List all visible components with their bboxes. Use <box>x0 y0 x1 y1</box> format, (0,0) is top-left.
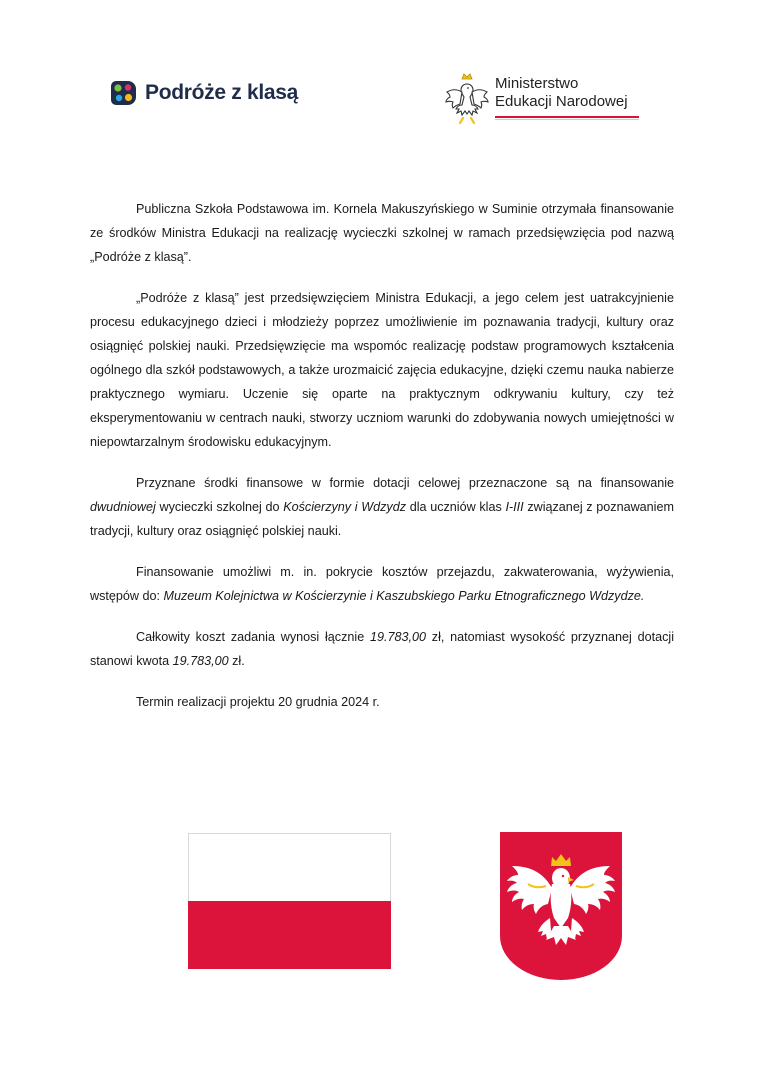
text-segment-italic: dwudniowej <box>90 500 156 514</box>
ministry-name-line2: Edukacji Narodowej <box>495 93 628 110</box>
podroze-z-klasa-logo <box>109 78 298 108</box>
text-segment-italic: Muzeum Kolejnictwa w Kościerzynie i Kaszubskiego Parku Etnograficznego Wdzydze. <box>163 589 645 603</box>
text-segment: zł, natomiast wysokość przyznanej dotacji stanowi kwota <box>90 630 674 668</box>
paragraph-deadline <box>90 690 674 714</box>
ministry-accent-rule <box>495 116 639 118</box>
ministry-logo <box>442 70 642 126</box>
logo-brand-text: Podróże z klasą <box>145 81 299 104</box>
text-segment-italic: I-III <box>505 500 524 514</box>
flag-red-stripe <box>188 901 391 969</box>
text-segment: Finansowanie umożliwi m. in. pokrycie kosztów przejazdu, zakwaterowania, wyżywienia, wstępów do: <box>90 565 674 603</box>
text-segment: zł. <box>228 654 245 668</box>
text-segment-italic: Kościerzyny i Wdzydz <box>283 500 407 514</box>
text-segment-italic: 19.783,00 <box>369 630 427 644</box>
text-segment: „Podróże z klasą” jest przedsięwzięciem Ministra Edukacji, a jego celem jest uatrakcyjnienie procesu edukacyjnego dzieci i młodzieży poprzez umożliwienie im poznawania tradycji, kultury oraz osiągnięć polskiej nauki. Przedsięwzięcie ma wspomóc realizację podstaw programowych kształcenia ogólnego dla szkół podstawowych, a także urozmaicić zajęcia edukacyjne, dzięki czemu nauka nabierze praktycznego wymiaru. Uczenie się oparte na praktycznym odkrywaniu kultury, czy też eksperymentowaniu w centrach nauki, stworzy uczniom warunki do zdobywania nowych umiejętności w niepowtarzalnym środowisku edukacyjnym. <box>90 291 674 449</box>
ministry-divider <box>495 119 639 120</box>
paragraph-program-description <box>90 286 674 454</box>
text-segment: Całkowity koszt zadania wynosi łącznie <box>136 630 370 644</box>
paragraph-total-cost <box>90 625 674 673</box>
polish-eagle-icon <box>442 70 492 126</box>
paragraph-costs-covered <box>90 560 674 608</box>
colored-dots-logo-icon <box>109 78 139 108</box>
ministry-name-line1: Ministerstwo <box>495 75 579 92</box>
polish-flag <box>188 833 391 969</box>
flag-white-stripe <box>188 833 391 901</box>
paragraph-trip-details <box>90 471 674 543</box>
polish-coat-of-arms-icon <box>500 832 622 980</box>
text-segment: Publiczna Szkoła Podstawowa im. Kornela Makuszyńskiego w Suminie otrzymała finansowanie ze środków Ministra Edukacji na realizację wycieczki szkolnej w ramach przedsięwzięcia pod nazwą „Podróże z klasą”. <box>90 202 674 264</box>
text-segment: Termin realizacji projektu 20 grudnia 2024 r. <box>136 695 380 709</box>
paragraph-funding-received <box>90 197 674 269</box>
text-segment: wycieczki szkolnej do <box>155 500 284 514</box>
text-segment-italic: 19.783,00 <box>172 654 229 668</box>
announcement-body <box>90 197 674 714</box>
text-segment: Przyznane środki finansowe w formie dotacji celowej przeznaczone są na finansowanie <box>136 476 674 490</box>
text-segment: dla uczniów klas <box>406 500 506 514</box>
text-segment: związanej z poznawaniem tradycji, kultury oraz osiągnięć polskiej nauki. <box>90 500 674 538</box>
